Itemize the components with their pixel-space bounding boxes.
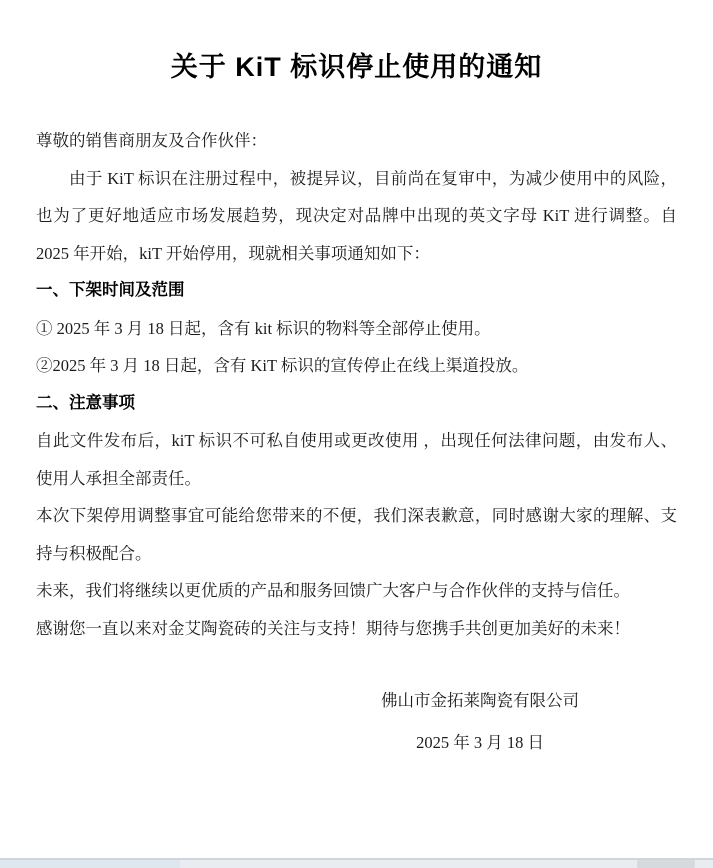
signature-block <box>340 680 620 764</box>
document-body <box>0 122 713 764</box>
section1-item-1: ① 2025 年 3 月 18 日起，含有 kit 标识的物料等全部停止使用。 <box>36 318 491 338</box>
bottom-scrollbar-track[interactable] <box>0 858 713 868</box>
scrollbar-left-segment <box>0 860 180 868</box>
legal-responsibility-paragraph: 自此文件发布后，kiT 标识不可私自使用或更改使用 ，出现任何法律问题，由发布人、使用人承担全部责任。 <box>36 431 677 488</box>
document-title: 关于 KiT 标识停止使用的通知 <box>170 52 543 82</box>
section2-heading: 二、注意事项 <box>36 393 135 412</box>
future-commitment-paragraph: 未来，我们将继续以更优质的产品和服务回馈广大客户与合作伙伴的支持与信任。 <box>36 581 630 600</box>
section1-heading: 一、下架时间及范围 <box>36 281 185 299</box>
section1-item-2: ②2025 年 3 月 18 日起，含有 KiT 标识的宣传停止在线上渠道投放。 <box>36 356 529 375</box>
scrollbar-thumb[interactable] <box>637 860 695 868</box>
thanks-paragraph: 感谢您一直以来对金艾陶瓷砖的关注与支持！期待与您携手共创更加美好的未来！ <box>36 618 630 638</box>
signature-date: 2025 年 3 月 18 日 <box>416 733 544 752</box>
signature-company: 佛山市金拓莱陶瓷有限公司 <box>381 691 579 710</box>
greeting-line: 尊敬的销售商朋友及合作伙伴： <box>36 131 267 150</box>
apology-paragraph: 本次下架停用调整事宜可能给您带来的不便，我们深表歉意，同时感谢大家的理解、支持与积极配合。 <box>36 506 677 563</box>
intro-paragraph: 由于 KiT 标识在注册过程中，被提异议，目前尚在复审中，为减少使用中的风险，也为了更好地适应市场发展趋势，现决定对品牌中出现的英文字母 KiT 进行调整。自 2025 年开始，kiT 开始停用，现就相关事项通知如下： <box>36 168 677 263</box>
